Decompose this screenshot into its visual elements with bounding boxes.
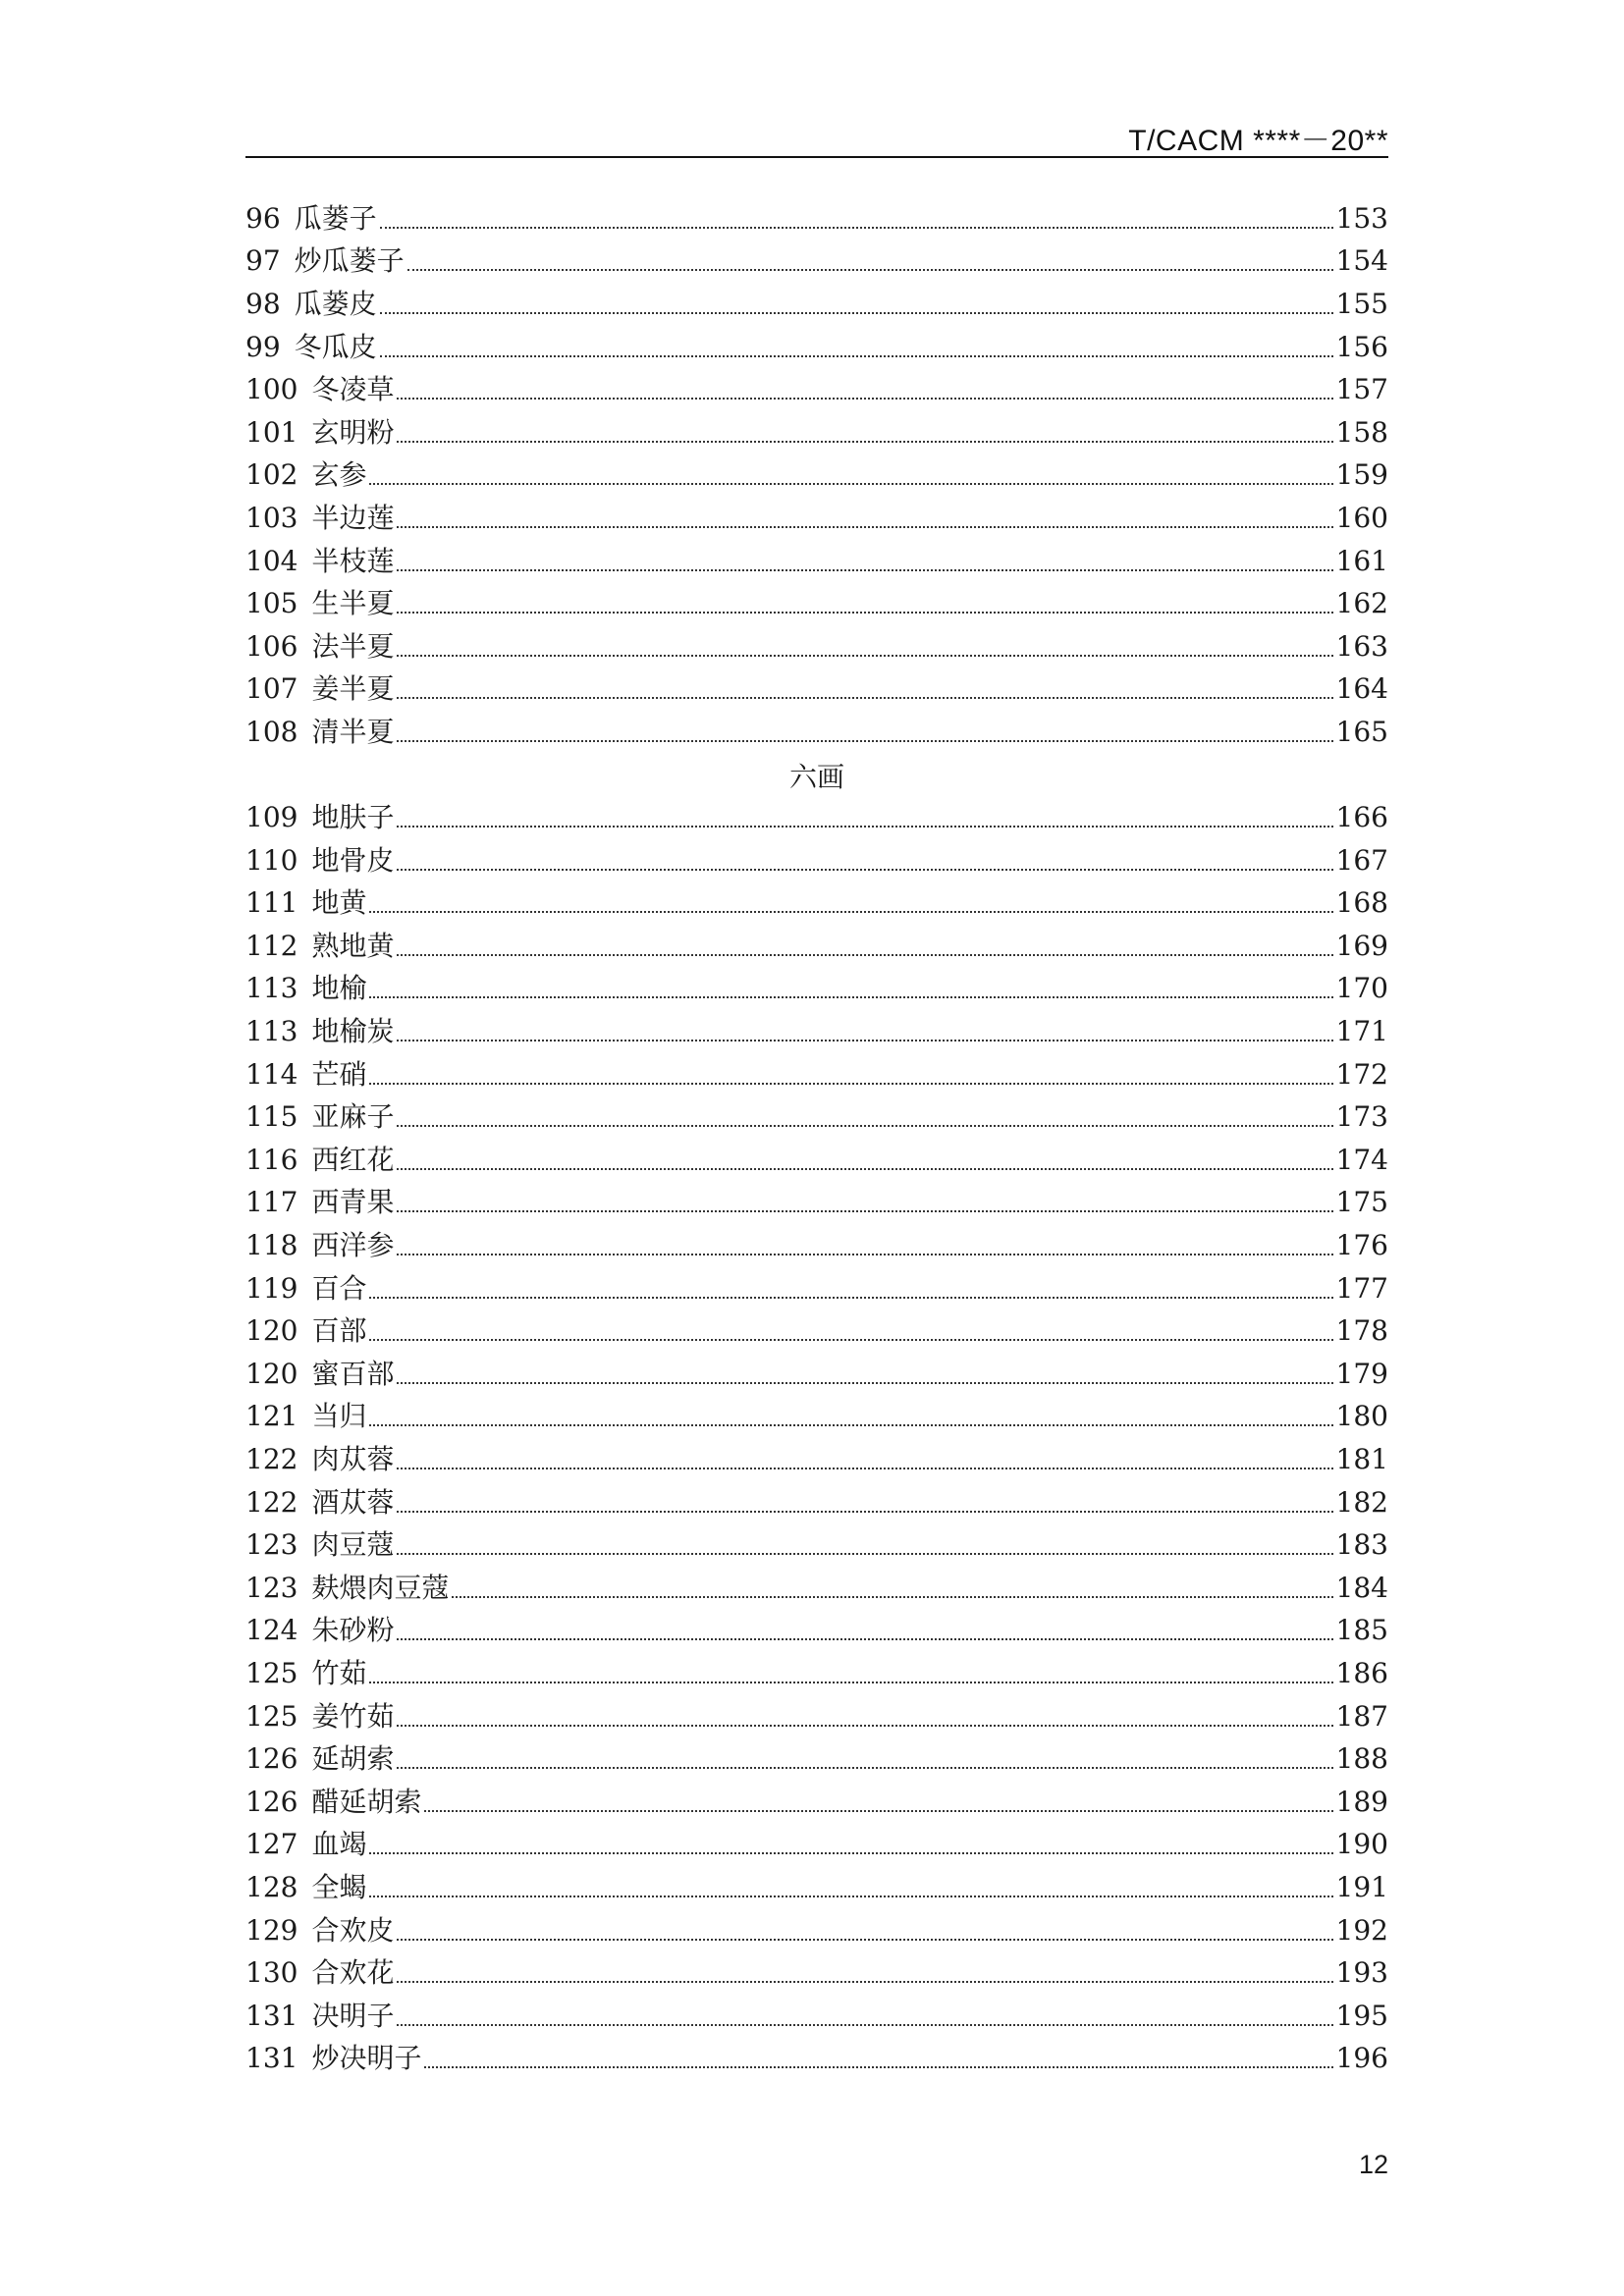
toc-entry-label (245, 373, 395, 406)
toc-dot-leader (397, 1382, 1332, 1384)
toc-dot-leader (397, 1553, 1332, 1555)
toc-entry-label (245, 1656, 367, 1689)
toc-entry-page: 192 (1335, 1913, 1388, 1947)
toc-dot-leader (369, 1297, 1332, 1299)
toc-entry-number: 102 (245, 458, 298, 492)
toc-dot-leader (397, 1254, 1332, 1255)
toc-entry-number: 131 (245, 1999, 298, 2032)
toc-entry-label (245, 1571, 450, 1604)
toc-entry-page: 175 (1335, 1186, 1388, 1219)
toc-entry-title: 法半夏 (311, 629, 395, 663)
toc-entry[interactable] (245, 1567, 1388, 1610)
toc-dot-leader (397, 1511, 1332, 1513)
toc-entry-title: 冬瓜皮 (294, 330, 377, 363)
toc-entry-title: 瓜蒌皮 (294, 287, 377, 320)
toc-entry-page: 153 (1335, 201, 1388, 235)
toc-entry-number: 105 (245, 587, 298, 620)
toc-entry-title: 熟地黄 (311, 929, 395, 962)
toc-entry-number: 109 (245, 801, 298, 834)
toc-entry[interactable] (245, 1396, 1388, 1439)
toc-entry[interactable] (245, 796, 1388, 839)
toc-entry-label (245, 1015, 395, 1048)
toc-entry[interactable] (245, 540, 1388, 583)
toc-entry-label (245, 1229, 395, 1262)
toc-entry-label (245, 1143, 395, 1176)
toc-dot-leader (397, 1725, 1332, 1727)
toc-entry-number: 122 (245, 1443, 298, 1476)
toc-entry[interactable] (245, 582, 1388, 625)
toc-entry-number: 126 (245, 1785, 298, 1818)
toc-entry-title: 半边莲 (311, 501, 395, 534)
toc-entry-label (245, 972, 367, 1005)
toc-entry-page: 184 (1335, 1571, 1388, 1604)
toc-entry-number: 112 (245, 929, 298, 962)
toc-dot-leader (452, 1596, 1332, 1598)
toc-entry-number: 107 (245, 672, 298, 706)
toc-dot-leader (369, 1083, 1332, 1085)
toc-entry-title: 姜竹茹 (311, 1699, 395, 1733)
toc-entry-title: 地榆炭 (311, 1015, 395, 1048)
toc-entry-label (245, 843, 395, 877)
toc-entry-number: 106 (245, 629, 298, 663)
toc-entry[interactable] (245, 197, 1388, 240)
toc-entry[interactable] (245, 625, 1388, 668)
toc-dot-leader (369, 1682, 1332, 1683)
toc-dot-leader (397, 1040, 1332, 1041)
toc-entry-title: 全蝎 (311, 1870, 367, 1903)
toc-entry-label (245, 1828, 367, 1861)
toc-entry-title: 地榆 (311, 972, 367, 1005)
toc-entry-page: 176 (1335, 1229, 1388, 1262)
toc-entry-title: 冬凌草 (311, 373, 395, 406)
toc-entry[interactable] (245, 1523, 1388, 1567)
toc-entry-label (245, 587, 395, 620)
toc-entry[interactable] (245, 1438, 1388, 1481)
toc-entry-title: 半枝莲 (311, 544, 395, 577)
toc-dot-leader (369, 911, 1332, 913)
toc-entry-page: 190 (1335, 1828, 1388, 1861)
toc-entry[interactable] (245, 411, 1388, 454)
toc-dot-leader (369, 483, 1332, 485)
toc-entry-number: 111 (245, 886, 298, 920)
toc-group-before (245, 197, 1388, 754)
toc-entry[interactable] (245, 1781, 1388, 1824)
toc-entry-page: 181 (1335, 1443, 1388, 1476)
toc-entry-page: 161 (1335, 544, 1388, 577)
toc-entry-label (245, 1785, 422, 1818)
toc-entry-number: 101 (245, 415, 298, 449)
toc-entry-label (245, 1699, 395, 1733)
toc-entry-page: 191 (1335, 1870, 1388, 1903)
toc-entry-page: 166 (1335, 801, 1388, 834)
toc-entry-title: 决明子 (311, 1999, 395, 2032)
toc-entry-title: 酒苁蓉 (311, 1485, 395, 1519)
toc-entry-label (245, 929, 395, 962)
toc-entry-page: 168 (1335, 886, 1388, 920)
toc-entry-title: 西红花 (311, 1143, 395, 1176)
toc-dot-leader (369, 1896, 1332, 1897)
toc-entry-title: 西青果 (311, 1186, 395, 1219)
toc-entry-number: 120 (245, 1357, 298, 1390)
toc-entry-label (245, 1357, 395, 1390)
toc-dot-leader (397, 441, 1332, 443)
toc-entry-title: 竹茹 (311, 1656, 367, 1689)
toc-entry-page: 160 (1335, 501, 1388, 534)
toc-dot-leader (424, 2066, 1332, 2068)
toc-entry-number: 128 (245, 1870, 298, 1903)
toc-entry-label (245, 201, 377, 235)
toc-dot-leader (397, 398, 1332, 400)
toc-entry-title: 炒决明子 (311, 2042, 422, 2075)
toc-dot-leader (397, 526, 1332, 528)
toc-entry-page: 164 (1335, 672, 1388, 706)
toc-entry-label (245, 244, 405, 278)
toc-entry-label (245, 415, 395, 449)
toc-entry-title: 血竭 (311, 1828, 367, 1861)
toc-entry[interactable] (245, 839, 1388, 882)
toc-dot-leader (397, 569, 1332, 571)
toc-entry-page: 196 (1335, 2042, 1388, 2075)
toc-entry-title: 地肤子 (311, 801, 395, 834)
toc-entry-number: 103 (245, 501, 298, 534)
toc-entry[interactable] (245, 1866, 1388, 1909)
toc-entry-label (245, 501, 395, 534)
toc-entry-title: 当归 (311, 1400, 367, 1433)
toc-dot-leader (369, 996, 1332, 998)
toc-entry[interactable] (245, 1737, 1388, 1781)
toc-dot-leader (397, 1939, 1332, 1941)
toc-entry-number: 118 (245, 1229, 298, 1262)
toc-entry-label (245, 1528, 395, 1562)
toc-entry-page: 167 (1335, 843, 1388, 877)
toc-entry-page: 154 (1335, 244, 1388, 278)
toc-entry[interactable] (245, 1182, 1388, 1225)
toc-dot-leader (397, 826, 1332, 828)
toc-entry-title: 玄明粉 (311, 415, 395, 449)
toc-entry-page: 180 (1335, 1400, 1388, 1433)
toc-entry-label (245, 629, 395, 663)
toc-entry-number: 99 (245, 330, 281, 363)
toc-entry-number: 123 (245, 1571, 298, 1604)
toc-entry-number: 125 (245, 1656, 298, 1689)
toc-dot-leader (397, 1168, 1332, 1170)
toc-entry-label (245, 1870, 367, 1903)
toc-entry[interactable] (245, 1267, 1388, 1310)
toc-entry-title: 麸煨肉豆蔻 (311, 1571, 450, 1604)
toc-entry-number: 126 (245, 1742, 298, 1776)
toc-dot-leader (380, 355, 1333, 357)
toc-entry-number: 113 (245, 1015, 298, 1048)
toc-dot-leader (397, 954, 1332, 956)
toc-entry-label (245, 672, 395, 706)
toc-entry-page: 171 (1335, 1015, 1388, 1048)
header-rule (245, 156, 1388, 158)
toc-dot-leader (397, 1210, 1332, 1212)
toc-entry[interactable] (245, 1053, 1388, 1096)
toc-dot-leader (397, 1638, 1332, 1640)
toc-entry[interactable] (245, 1309, 1388, 1353)
toc-entry[interactable] (245, 454, 1388, 498)
toc-entry-page: 169 (1335, 929, 1388, 962)
toc-entry[interactable] (245, 1995, 1388, 2038)
toc-entry-page: 195 (1335, 1999, 1388, 2032)
toc-entry-label (245, 1271, 367, 1305)
toc-entry-page: 173 (1335, 1100, 1388, 1134)
toc-entry[interactable] (245, 1909, 1388, 1952)
toc-entry-page: 189 (1335, 1785, 1388, 1818)
toc-entry-title: 地骨皮 (311, 843, 395, 877)
toc-dot-leader (369, 1339, 1332, 1341)
toc-entry-label (245, 1100, 395, 1134)
toc-dot-leader (380, 227, 1333, 229)
toc-entry-title: 合欢皮 (311, 1913, 395, 1947)
toc-entry[interactable] (245, 1824, 1388, 1867)
toc-entry-label (245, 1057, 367, 1091)
toc-entry[interactable] (245, 1951, 1388, 1995)
toc-entry[interactable] (245, 326, 1388, 369)
toc-dot-leader (369, 1424, 1332, 1426)
toc-entry-title: 姜半夏 (311, 672, 395, 706)
toc-entry-label (245, 1443, 395, 1476)
toc-entry-title: 延胡索 (311, 1742, 395, 1776)
toc-entry-title: 玄参 (311, 458, 367, 492)
toc-entry-label (245, 886, 367, 920)
toc-entry-page: 174 (1335, 1143, 1388, 1176)
toc-entry-page: 187 (1335, 1699, 1388, 1733)
toc-dot-leader (397, 1981, 1332, 1983)
toc-entry[interactable] (245, 711, 1388, 754)
toc-entry-page: 193 (1335, 1956, 1388, 1990)
toc-entry-page: 182 (1335, 1485, 1388, 1519)
toc-entry-page: 157 (1335, 373, 1388, 406)
page-number: 12 (1358, 2150, 1388, 2179)
toc-entry-number: 97 (245, 244, 281, 278)
toc-entry-number: 124 (245, 1614, 298, 1647)
toc-dot-leader (369, 1852, 1332, 1854)
toc-entry-number: 113 (245, 972, 298, 1005)
toc-entry-title: 炒瓜蒌子 (294, 244, 405, 278)
toc-entry[interactable] (245, 1652, 1388, 1695)
toc-entry-page: 158 (1335, 415, 1388, 449)
toc-entry-number: 130 (245, 1956, 298, 1990)
toc-entry-label (245, 1314, 367, 1348)
toc-entry-title: 瓜蒌子 (294, 201, 377, 235)
toc-dot-leader (397, 2024, 1332, 2026)
toc-entry-page: 156 (1335, 330, 1388, 363)
toc-entry-title: 合欢花 (311, 1956, 395, 1990)
toc-entry-number: 104 (245, 544, 298, 577)
toc-entry-title: 百部 (311, 1314, 367, 1348)
toc-entry-label (245, 1485, 395, 1519)
toc-entry-label (245, 544, 395, 577)
toc-entry-title: 地黄 (311, 886, 367, 920)
toc-entry[interactable] (245, 668, 1388, 712)
toc-entry[interactable] (245, 1010, 1388, 1053)
toc-entry-page: 183 (1335, 1528, 1388, 1562)
toc-entry-number: 125 (245, 1699, 298, 1733)
toc-entry-number: 120 (245, 1314, 298, 1348)
toc-entry-number: 108 (245, 715, 298, 748)
toc-dot-leader (424, 1810, 1332, 1812)
toc-entry-label (245, 458, 367, 492)
toc-dot-leader (397, 1767, 1332, 1769)
toc-entry-label (245, 1999, 395, 2032)
toc-entry[interactable] (245, 368, 1388, 411)
toc-entry-page: 165 (1335, 715, 1388, 748)
toc-entry-number: 117 (245, 1186, 298, 1219)
toc-entry-label (245, 1742, 395, 1776)
toc-entry-label (245, 1186, 395, 1219)
toc-entry-number: 116 (245, 1143, 298, 1176)
toc-group-after (245, 796, 1388, 2080)
toc-entry-title: 亚麻子 (311, 1100, 395, 1134)
toc-entry[interactable] (245, 968, 1388, 1011)
toc-entry[interactable] (245, 1095, 1388, 1139)
toc-dot-leader (397, 740, 1332, 742)
toc-entry[interactable] (245, 283, 1388, 326)
toc-entry-number: 98 (245, 287, 281, 320)
toc-entry-title: 肉苁蓉 (311, 1443, 395, 1476)
toc-entry[interactable] (245, 1224, 1388, 1267)
toc-dot-leader (397, 697, 1332, 699)
toc-entry-number: 100 (245, 373, 298, 406)
toc-entry-label (245, 801, 395, 834)
toc-entry[interactable] (245, 1353, 1388, 1396)
toc-entry-label (245, 1956, 395, 1990)
toc-entry-number: 122 (245, 1485, 298, 1519)
toc-entry-label (245, 715, 395, 748)
toc-entry[interactable] (245, 1481, 1388, 1524)
toc-entry-page: 159 (1335, 458, 1388, 492)
toc-entry-number: 96 (245, 201, 281, 235)
toc-entry-number: 114 (245, 1057, 298, 1091)
toc-entry-title: 西洋参 (311, 1229, 395, 1262)
toc-entry-page: 179 (1335, 1357, 1388, 1390)
section-heading: 六画 (788, 760, 844, 793)
toc-entry[interactable] (245, 925, 1388, 968)
toc-entry-label (245, 287, 377, 320)
toc-entry-page: 186 (1335, 1656, 1388, 1689)
toc-entry-number: 121 (245, 1400, 298, 1433)
toc-entry[interactable] (245, 497, 1388, 540)
toc-entry-number: 131 (245, 2042, 298, 2075)
toc-entry-title: 蜜百部 (311, 1357, 395, 1390)
toc-dot-leader (397, 1468, 1332, 1469)
toc-dot-leader (397, 612, 1332, 614)
toc-entry-label (245, 330, 377, 363)
toc-entry-number: 110 (245, 843, 298, 877)
toc-dot-leader (397, 655, 1332, 657)
toc-entry-title: 朱砂粉 (311, 1614, 395, 1647)
toc-entry-number: 123 (245, 1528, 298, 1562)
toc-entry-number: 115 (245, 1100, 298, 1134)
toc-entry-label (245, 1913, 395, 1947)
toc-entry-title: 醋延胡索 (311, 1785, 422, 1818)
toc-entry-page: 178 (1335, 1314, 1388, 1348)
document-code: T/CACM ****－20** (1128, 125, 1388, 157)
toc-entry-title: 百合 (311, 1271, 367, 1305)
toc-entry-page: 163 (1335, 629, 1388, 663)
toc-entry-page: 185 (1335, 1614, 1388, 1647)
toc-entry-page: 177 (1335, 1271, 1388, 1305)
toc-entry[interactable] (245, 1695, 1388, 1738)
toc-entry-title: 芒硝 (311, 1057, 367, 1091)
toc-entry-number: 127 (245, 1828, 298, 1861)
toc-entry-page: 162 (1335, 587, 1388, 620)
toc-entry-title: 肉豆蔻 (311, 1528, 395, 1562)
toc-entry[interactable] (245, 882, 1388, 926)
toc-dot-leader (397, 1125, 1332, 1127)
toc-entry-label (245, 1400, 367, 1433)
toc-entry-page: 155 (1335, 287, 1388, 320)
toc-entry-page: 188 (1335, 1742, 1388, 1776)
toc-entry-page: 170 (1335, 972, 1388, 1005)
toc-dot-leader (397, 869, 1332, 871)
toc-entry-label (245, 2042, 422, 2075)
table-of-contents (245, 197, 1388, 2080)
toc-entry[interactable] (245, 2038, 1388, 2081)
toc-entry[interactable] (245, 1139, 1388, 1182)
toc-entry-number: 119 (245, 1271, 298, 1305)
toc-entry-number: 129 (245, 1913, 298, 1947)
toc-entry[interactable] (245, 1610, 1388, 1653)
toc-entry[interactable] (245, 240, 1388, 284)
toc-entry-title: 清半夏 (311, 715, 395, 748)
toc-dot-leader (407, 269, 1333, 271)
toc-dot-leader (380, 312, 1333, 314)
toc-entry-title: 生半夏 (311, 587, 395, 620)
toc-entry-page: 172 (1335, 1057, 1388, 1091)
toc-entry-label (245, 1614, 395, 1647)
